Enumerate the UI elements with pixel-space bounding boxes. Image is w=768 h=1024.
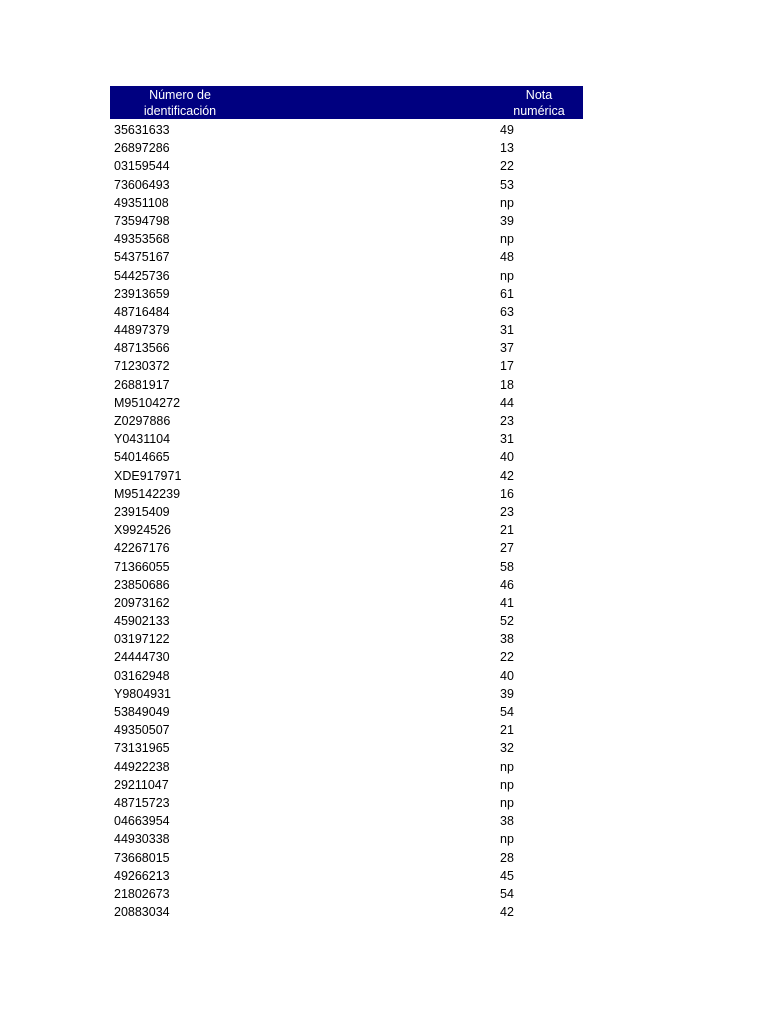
cell-id-number: M95104272 [114, 395, 181, 410]
table-row [110, 849, 583, 867]
cell-grade: 45 [500, 868, 514, 883]
table-row [110, 739, 583, 757]
cell-grade: 38 [500, 632, 514, 647]
cell-id-number: 73606493 [114, 177, 170, 192]
table-row [110, 794, 583, 812]
cell-grade: 42 [500, 468, 514, 483]
cell-id-number: 44897379 [114, 323, 170, 338]
table-row [110, 830, 583, 848]
table-row [110, 721, 583, 739]
cell-id-number: 21802673 [114, 886, 170, 901]
cell-grade: 31 [500, 323, 514, 338]
cell-id-number: 20973162 [114, 595, 170, 610]
cell-id-number: 45902133 [114, 614, 170, 629]
cell-id-number: 03162948 [114, 668, 170, 683]
table-row [110, 176, 583, 194]
table-row [110, 230, 583, 248]
table-row [110, 539, 583, 557]
cell-id-number: 53849049 [114, 705, 170, 719]
table-row [110, 267, 583, 285]
cell-id-number: 20883034 [114, 905, 170, 920]
table-row [110, 285, 583, 303]
cell-grade: 23 [500, 414, 514, 428]
cell-id-number: X9924526 [114, 523, 172, 538]
cell-grade: 39 [500, 213, 514, 228]
table-row [110, 503, 583, 521]
cell-grade: 58 [500, 559, 514, 574]
cell-id-number: Y9804931 [114, 686, 172, 701]
cell-grade: np [500, 268, 514, 283]
cell-id-number: 54014665 [114, 450, 170, 465]
cell-id-number: 23915409 [114, 504, 170, 519]
cell-id-number: Z0297886 [114, 414, 171, 428]
table-row [110, 612, 583, 630]
cell-grade: 28 [500, 850, 514, 865]
cell-grade: 37 [500, 341, 514, 356]
table-row [110, 430, 583, 448]
cell-grade: 21 [500, 723, 514, 738]
table-row [110, 157, 583, 175]
cell-id-number: 03159544 [114, 159, 170, 174]
table-row [110, 703, 583, 721]
table-row [110, 212, 583, 230]
table-row [110, 812, 583, 830]
column-header-id-line2: identificación [143, 104, 217, 118]
cell-grade: 48 [500, 250, 514, 265]
table-row [110, 885, 583, 903]
cell-grade: np [500, 232, 514, 247]
cell-grade: 17 [500, 359, 514, 374]
cell-id-number: 29211047 [114, 777, 169, 792]
table-row [110, 485, 583, 503]
table-row [110, 776, 583, 794]
table-row [110, 357, 583, 375]
table-row [110, 376, 583, 394]
cell-grade: 31 [500, 432, 514, 447]
cell-id-number: 48715723 [114, 795, 170, 810]
cell-id-number: 04663954 [114, 814, 170, 829]
cell-grade: 46 [500, 577, 514, 592]
cell-id-number: 48713566 [114, 341, 170, 356]
cell-grade: 27 [500, 541, 514, 556]
cell-grade: np [500, 759, 514, 774]
cell-id-number: 44930338 [114, 832, 170, 847]
cell-grade: 53 [500, 177, 514, 192]
cell-id-number: 23913659 [114, 286, 170, 301]
table-row [110, 576, 583, 594]
table-body [110, 121, 583, 921]
table-row [110, 630, 583, 648]
cell-id-number: M95142239 [114, 486, 181, 501]
cell-id-number: 71230372 [114, 359, 170, 374]
cell-id-number: 73131965 [114, 741, 170, 756]
cell-grade: np [500, 195, 514, 210]
column-header-id [110, 86, 250, 119]
column-header-grade [495, 86, 583, 119]
cell-grade: 18 [500, 377, 514, 392]
cell-id-number: 73668015 [114, 850, 170, 865]
table-row [110, 903, 583, 921]
cell-id-number: 49353568 [114, 232, 170, 247]
grades-table [110, 86, 583, 921]
cell-id-number: 54425736 [114, 268, 170, 283]
table-row [110, 648, 583, 666]
cell-id-number: 03197122 [114, 632, 170, 647]
table-row [110, 667, 583, 685]
cell-id-number: 49351108 [114, 195, 169, 210]
cell-grade: 42 [500, 905, 514, 920]
cell-id-number: Y0431104 [114, 432, 171, 447]
cell-id-number: 26881917 [114, 377, 170, 392]
cell-grade: 54 [500, 705, 514, 719]
cell-id-number: 26897286 [114, 141, 170, 156]
cell-grade: 13 [500, 141, 514, 156]
cell-grade: np [500, 795, 514, 810]
table-row [110, 521, 583, 539]
table-row [110, 467, 583, 485]
cell-grade: 32 [500, 741, 514, 756]
cell-grade: 16 [500, 486, 514, 501]
cell-id-number: 48716484 [114, 304, 170, 319]
cell-grade: 22 [500, 159, 514, 174]
cell-grade: 23 [500, 504, 514, 519]
cell-grade: 49 [500, 123, 514, 137]
cell-id-number: 49350507 [114, 723, 170, 738]
cell-id-number: 71366055 [114, 559, 170, 574]
cell-grade: np [500, 777, 514, 792]
cell-grade: 40 [500, 668, 514, 683]
table-row [110, 867, 583, 885]
cell-grade: 21 [500, 523, 514, 538]
table-row [110, 194, 583, 212]
cell-grade: np [500, 832, 514, 847]
column-header-id-line1: Número de [149, 88, 211, 102]
table-row [110, 558, 583, 576]
cell-grade: 39 [500, 686, 514, 701]
table-row [110, 448, 583, 466]
column-header-grade-line1: Nota [525, 88, 553, 102]
column-header-grade-line2: numérica [513, 104, 565, 118]
table-row [110, 594, 583, 612]
cell-id-number: 54375167 [114, 250, 170, 265]
table-row [110, 321, 583, 339]
table-row [110, 685, 583, 703]
table-row [110, 139, 583, 157]
table-row [110, 758, 583, 776]
cell-id-number: 42267176 [114, 541, 170, 556]
cell-grade: 54 [500, 886, 514, 901]
table-row [110, 339, 583, 357]
cell-id-number: 73594798 [114, 213, 170, 228]
table-row [110, 248, 583, 266]
table-row [110, 412, 583, 430]
cell-id-number: 44922238 [114, 759, 170, 774]
table-row [110, 394, 583, 412]
cell-grade: 63 [500, 304, 514, 319]
table-header [110, 86, 583, 119]
cell-grade: 40 [500, 450, 514, 465]
cell-grade: 41 [500, 595, 514, 610]
cell-id-number: 24444730 [114, 650, 170, 665]
cell-id-number: XDE917971 [114, 468, 182, 483]
cell-grade: 38 [500, 814, 514, 829]
cell-grade: 52 [500, 614, 514, 629]
table-row [110, 303, 583, 321]
cell-grade: 61 [500, 286, 514, 301]
cell-id-number: 23850686 [114, 577, 170, 592]
cell-grade: 22 [500, 650, 514, 665]
cell-id-number: 49266213 [114, 868, 170, 883]
table-row [110, 121, 583, 139]
cell-grade: 44 [500, 395, 514, 410]
cell-id-number: 35631633 [114, 123, 170, 137]
